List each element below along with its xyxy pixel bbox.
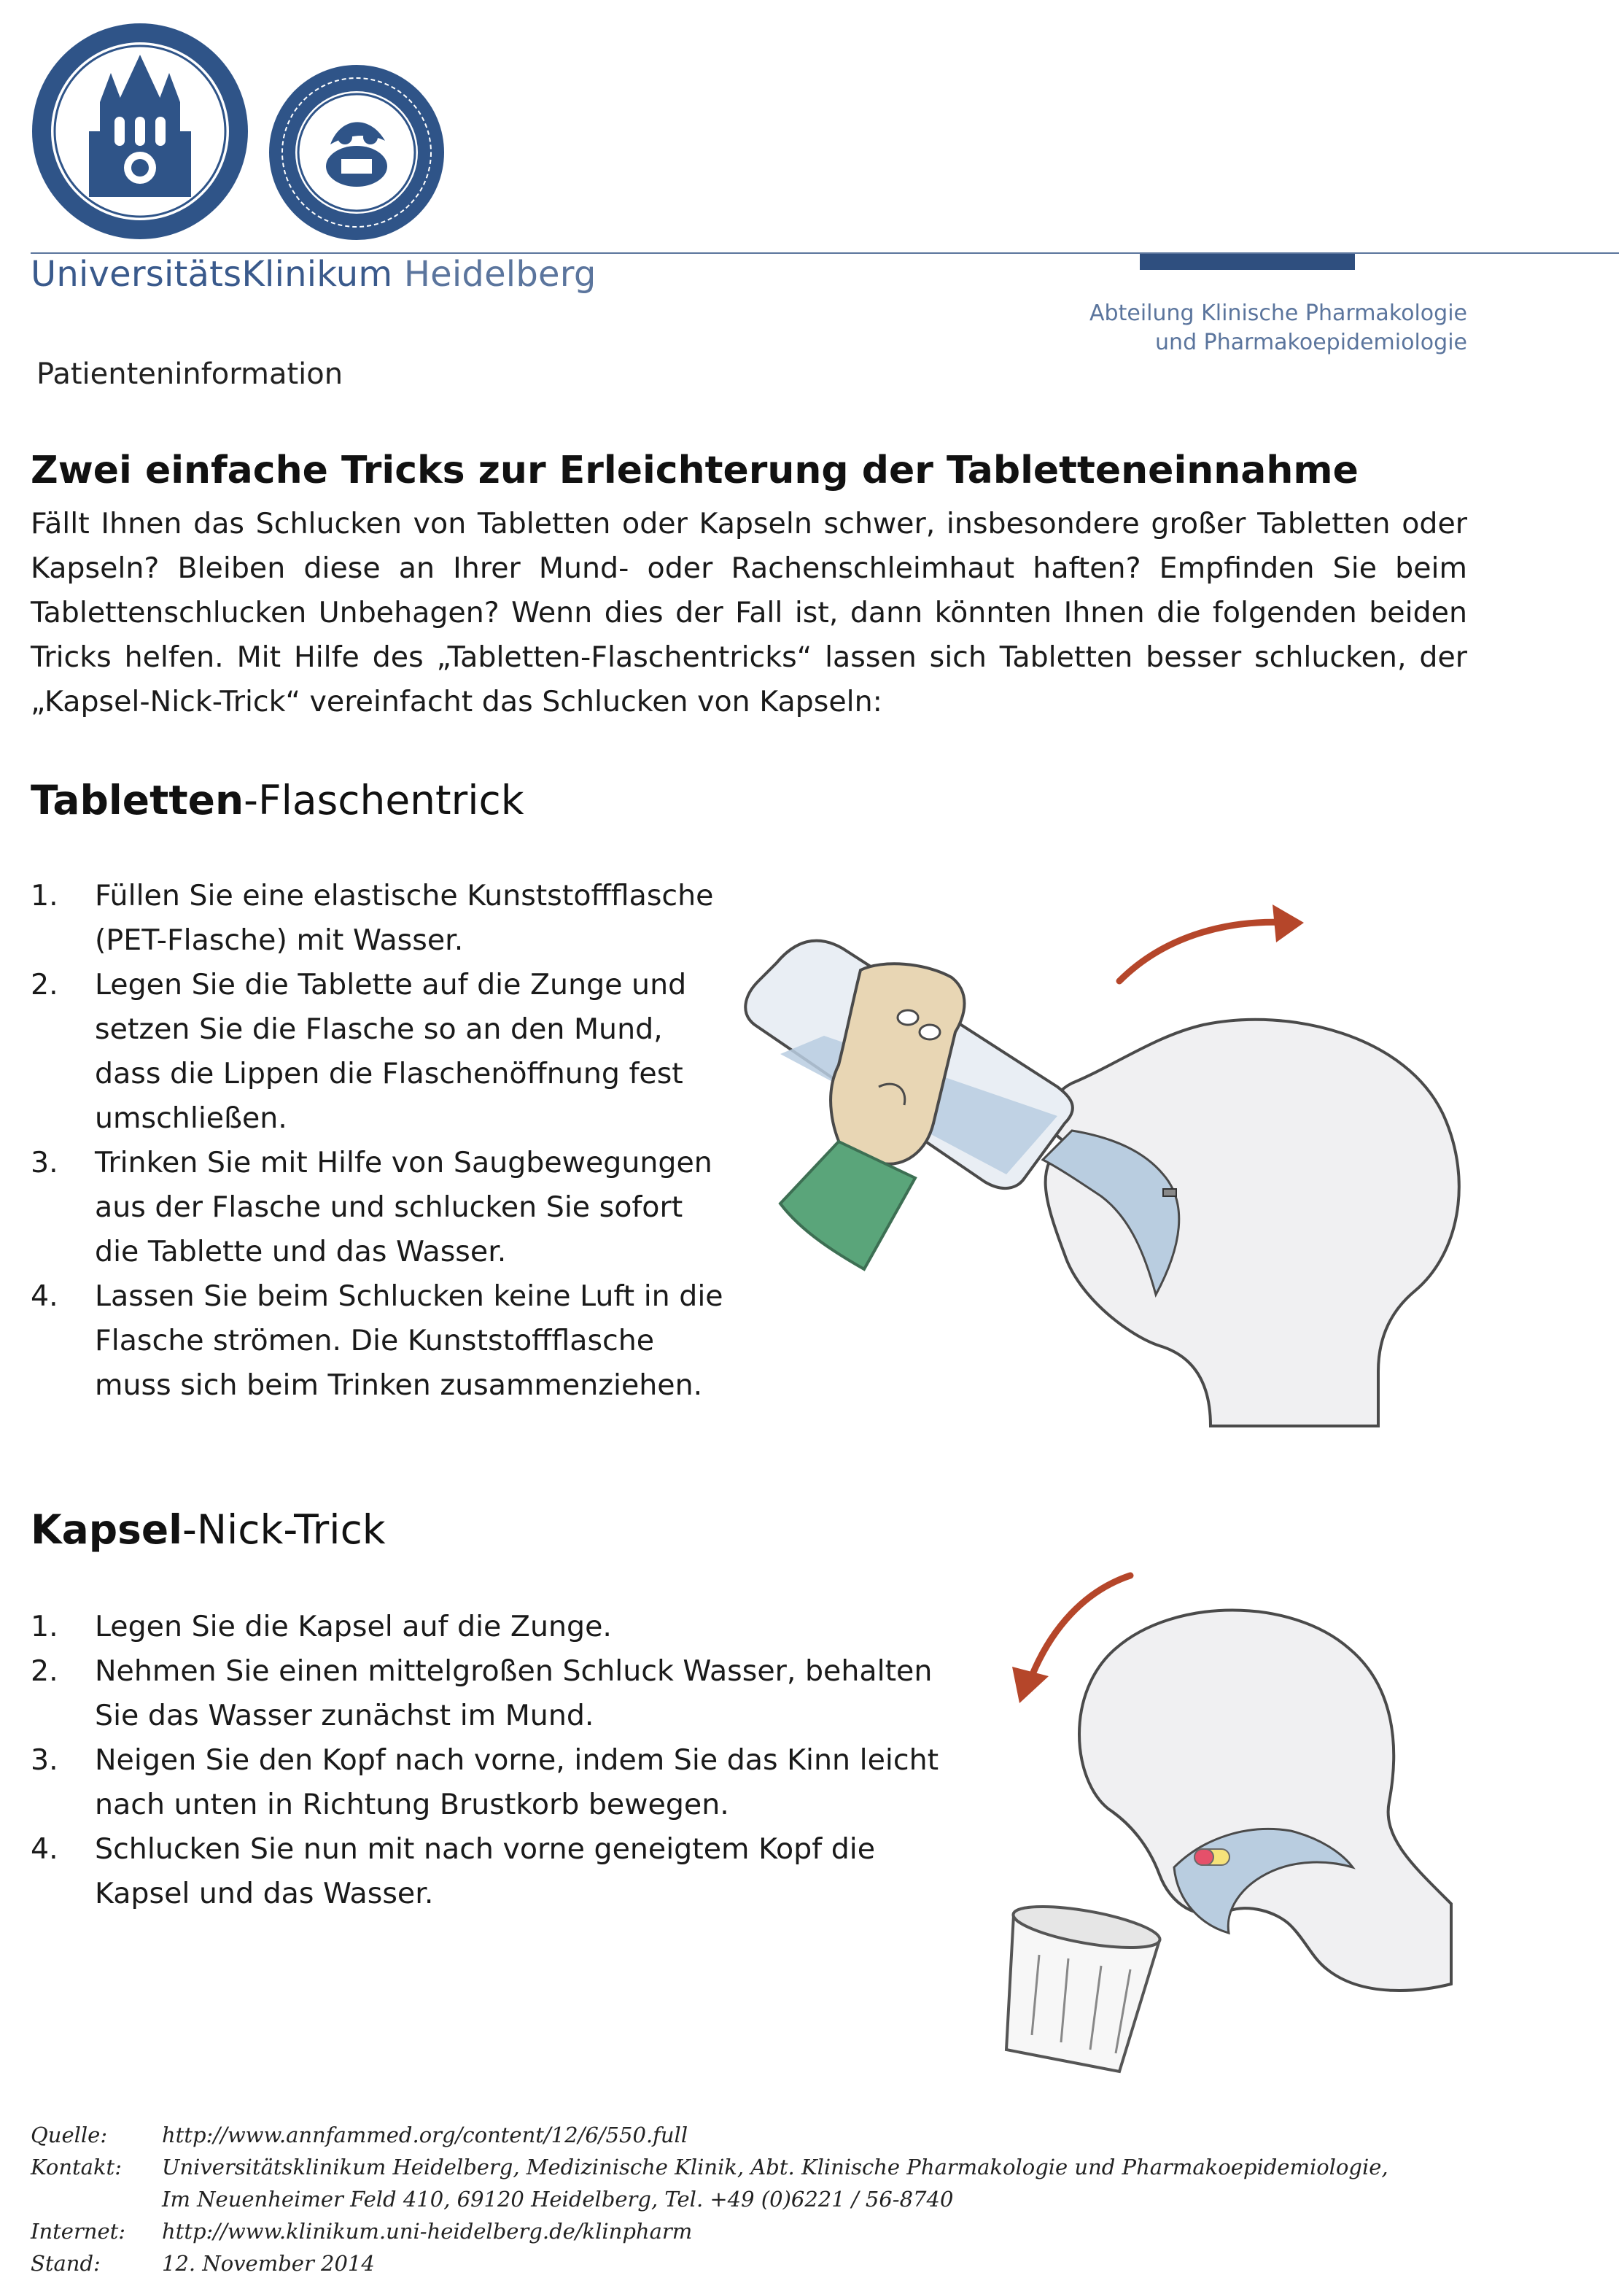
list-item — [31, 874, 731, 963]
step-text: Legen Sie die Tablette auf die Zunge und setzen Sie die Flasche so an den Mund, dass die Lippen die Flaschenöffnung fest umschließen. — [95, 968, 687, 1135]
step-number: 2. — [31, 968, 58, 1001]
footer-source-link[interactable]: http://www.annfammed.org/content/12/6/550.full — [162, 2123, 688, 2147]
tablet-icon — [1163, 1189, 1176, 1196]
footer-date-value: 12. November 2014 — [162, 2251, 375, 2276]
department-line2: und Pharmakoepidemiologie — [1155, 330, 1467, 355]
footer-internet-label: Internet: — [31, 2219, 126, 2244]
section1-title — [31, 777, 524, 824]
footer-contact-label: Kontakt: — [31, 2155, 122, 2179]
step-number: 3. — [31, 1146, 58, 1179]
step-text: Neigen Sie den Kopf nach vorne, indem Sie das Kinn leicht nach unten in Richtung Brustkorb bewegen. — [95, 1743, 939, 1821]
brand-wordmark — [31, 254, 597, 295]
footer-contact-row — [31, 2151, 1388, 2183]
step-number: 4. — [31, 1279, 58, 1313]
step-text: Trinken Sie mit Hilfe von Saugbewegungen aus der Flasche und schlucken Sie sofort die Tablette und das Wasser. — [95, 1146, 712, 1268]
step-number: 3. — [31, 1743, 58, 1777]
faculty-seal-logo — [268, 64, 445, 241]
footer-source-label: Quelle: — [31, 2123, 108, 2147]
list-item — [31, 1827, 979, 1916]
intro-paragraph: Fällt Ihnen das Schlucken von Tabletten oder Kapseln schwer, insbesondere großer Tabletten oder Kapseln? Bleiben diese an Ihrer Mund- oder Rachenschleimhaut haften? Empfinden Sie beim Tablettenschlucken Unbehagen? Wenn dies der Fall ist, dann könnten Ihnen die folgenden beiden Tricks helfen. Mit Hilfe des „Tabletten-Flaschentricks“ lassen sich Tabletten besser schlucken, der „Kapsel-Nick-Trick“ vereinfacht das Schlucken von Kapseln: — [31, 507, 1467, 718]
section2-title-rest: -Nick-Trick — [182, 1506, 386, 1553]
step-text: Legen Sie die Kapsel auf die Zunge. — [95, 1610, 612, 1643]
department-name — [1089, 299, 1467, 357]
footer-contact-row-2 — [31, 2183, 1388, 2215]
step-number: 1. — [31, 1610, 58, 1643]
document-type: Patienteninformation — [36, 357, 343, 391]
footer-internet-link[interactable]: http://www.klinikum.uni-heidelberg.de/klinpharm — [162, 2219, 693, 2244]
section1-title-bold: Tabletten — [31, 777, 244, 824]
footer-internet-row — [31, 2215, 1388, 2247]
step-text: Schlucken Sie nun mit nach vorne geneigtem Kopf die Kapsel und das Wasser. — [95, 1832, 876, 1910]
header-accent-bar — [1140, 254, 1355, 270]
footer-contact-line1: Universitätsklinikum Heidelberg, Medizinische Klinik, Abt. Klinische Pharmakologie und Pharmakoepidemiologie, — [162, 2155, 1388, 2179]
brand-part2: Heidelberg — [403, 254, 597, 295]
list-item — [31, 963, 731, 1141]
step-number: 4. — [31, 1832, 58, 1866]
step-text: Nehmen Sie einen mittelgroßen Schluck Wasser, behalten Sie das Wasser zunächst im Mund. — [95, 1654, 933, 1732]
section2-title — [31, 1506, 386, 1553]
brand-part1: UniversitätsKlinikum — [31, 254, 393, 295]
drinking-cup-icon — [1006, 1899, 1162, 2072]
step-number: 1. — [31, 879, 58, 912]
footer — [31, 2119, 1388, 2279]
capsule-icon — [1194, 1849, 1229, 1865]
footer-date-label: Stand: — [31, 2251, 101, 2276]
footer-date-row — [31, 2247, 1388, 2279]
list-item — [31, 1738, 979, 1827]
department-line1: Abteilung Klinische Pharmakologie — [1089, 301, 1467, 326]
footer-source-row — [31, 2119, 1388, 2151]
section2-title-bold: Kapsel — [31, 1506, 182, 1553]
section1-steps — [31, 874, 731, 1408]
list-item — [31, 1141, 731, 1274]
step-text: Füllen Sie eine elastische Kunststoffflasche (PET-Flasche) mit Wasser. — [95, 879, 714, 957]
list-item — [31, 1649, 979, 1738]
step-text: Lassen Sie beim Schlucken keine Luft in die Flasche strömen. Die Kunststoffflasche muss sich beim Trinken zusammenziehen. — [95, 1279, 723, 1402]
university-seal-logo — [31, 22, 249, 241]
list-item — [31, 1274, 731, 1408]
section1-title-rest: -Flaschentrick — [244, 777, 524, 824]
list-item — [31, 1605, 979, 1649]
step-number: 2. — [31, 1654, 58, 1688]
section2-steps — [31, 1605, 979, 1916]
page-title: Zwei einfache Tricks zur Erleichterung der Tabletteneinnahme — [31, 449, 1359, 492]
head-drinking-from-bottle-illustration — [737, 890, 1480, 1430]
footer-contact-line2: Im Neuenheimer Feld 410, 69120 Heidelberg, Tel. +49 (0)6221 / 56-8740 — [162, 2187, 954, 2212]
head-nodding-with-cup-illustration — [984, 1561, 1495, 2079]
